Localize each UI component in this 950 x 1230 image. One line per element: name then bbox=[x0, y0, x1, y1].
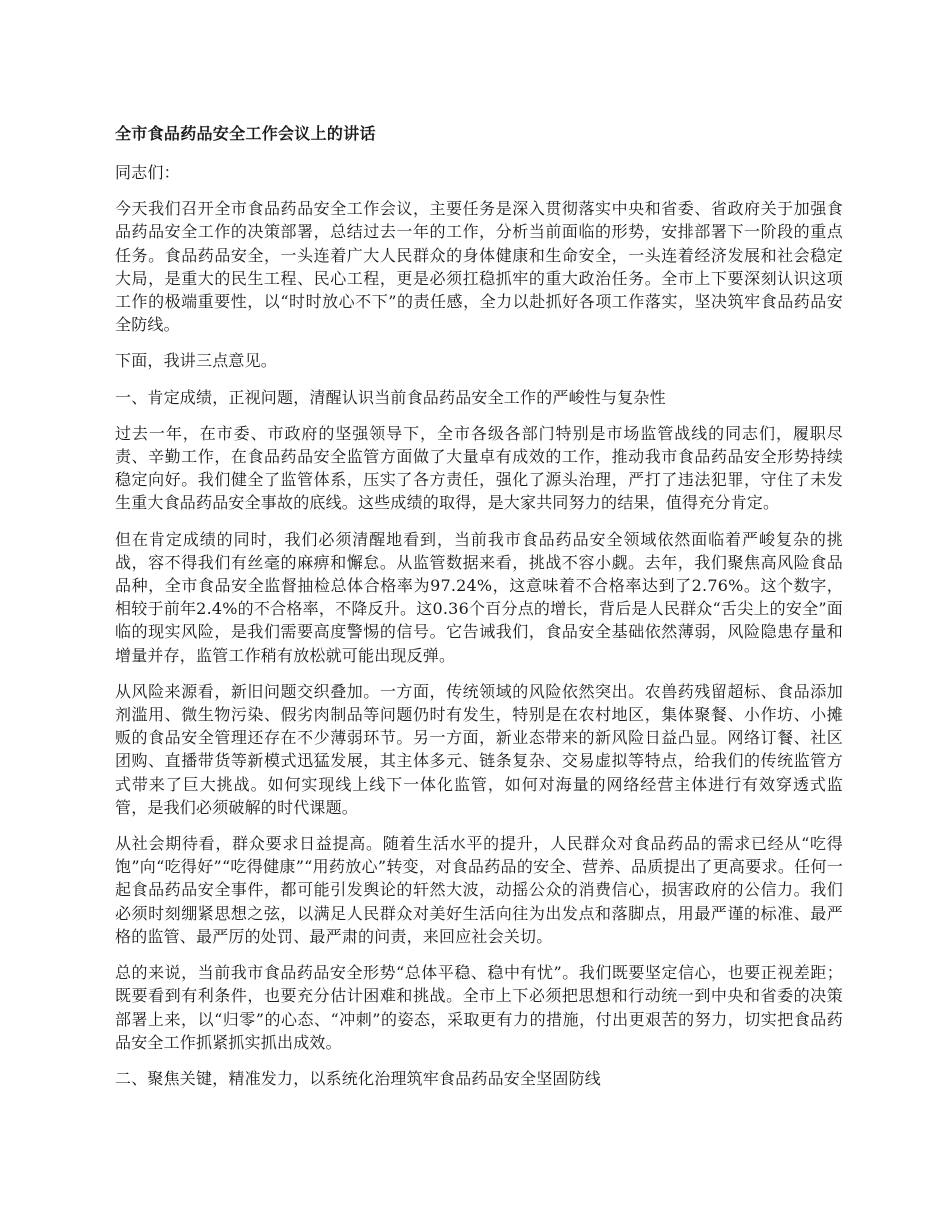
document-title: 全市食品药品安全工作会议上的讲话 bbox=[115, 124, 376, 143]
salutation: 同志们： bbox=[115, 163, 180, 182]
section-heading-2: 二、聚焦关键，精准发力，以系统化治理筑牢食品药品安全坚固防线 bbox=[115, 1068, 602, 1088]
intro-paragraph: 今天我们召开全市食品药品安全工作会议，主要任务是深入贯彻落实中央和省委、省政府关于加强食品药品安全工作的决策部署，总结过去一年的工作，分析当前面临的形势，安排部署下一阶段的重点任务。食品药品安全，一头连着广大人民群众的身体健康和生命安全，一头连着经济发展和社会稳定大局，是重大的民生工程、民心工程，更是必须扛稳抓牢的重大政治任务。全市上下要深刻认识这项工作的极端重要性，以“时时放心不下”的责任感，全力以赴抓好各项工作落实，坚决筑牢食品药品安全防线。 bbox=[115, 199, 843, 335]
body-paragraph: 总的来说，当前我市食品药品安全形势“总体平稳、稳中有忧”。我们既要坚定信心，也要正视差距；既要看到有利条件，也要充分估计困难和挑战。全市上下必须把思想和行动统一到中央和省委的决策部署上来，以“归零”的心态、“冲刺”的姿态，采取更有力的措施，付出更艰苦的努力，切实把食品药品安全工作抓紧抓实抓出成效。 bbox=[115, 963, 843, 1052]
transition-paragraph: 下面，我讲三点意见。 bbox=[115, 351, 278, 371]
body-paragraph: 但在肯定成绩的同时，我们必须清醒地看到，当前我市食品药品安全领域依然面临着严峻复杂的挑战，容不得我们有丝毫的麻痹和懈怠。从监管数据来看，挑战不容小觑。去年，我们聚焦高风险食品品种，全市食品安全监督抽检总体合格率为97.24%，这意味着不合格率达到了2.76%。这个数字，相较于前年2.4%的不合格率，不降反升。这0.36个百分点的增长，背后是人民群众“舌尖上的安全”面临的现实风险，是我们需要高度警惕的信号。它告诫我们，食品安全基础依然薄弱，风险隐患存量和增量并存，监管工作稍有放松就可能出现反弹。 bbox=[115, 529, 843, 665]
section-heading-1: 一、肯定成绩，正视问题，清醒认识当前食品药品安全工作的严峻性与复杂性 bbox=[115, 387, 666, 407]
document-page bbox=[115, 122, 843, 1103]
body-paragraph: 过去一年，在市委、市政府的坚强领导下，全市各级各部门特别是市场监管战线的同志们，履职尽责、辛勤工作，在食品药品安全监管方面做了大量卓有成效的工作，推动我市食品药品安全形势持续稳定向好。我们健全了监管体系，压实了各方责任，强化了源头治理，严打了违法犯罪，守住了未发生重大食品药品安全事故的底线。这些成绩的取得，是大家共同努力的结果，值得充分肯定。 bbox=[115, 423, 843, 513]
body-paragraph: 从风险来源看，新旧问题交织叠加。一方面，传统领域的风险依然突出。农兽药残留超标、食品添加剂滥用、微生物污染、假劣肉制品等问题仍时有发生，特别是在农村地区，集体聚餐、小作坊、小摊贩的食品安全管理还存在不少薄弱环节。另一方面，新业态带来的新风险日益凸显。网络订餐、社区团购、直播带货等新模式迅猛发展，其主体多元、链条复杂、交易虚拟等特点，给我们的传统监管方式带来了巨大挑战。如何实现线上线下一体化监管，如何对海量的网络经营主体进行有效穿透式监管，是我们必须破解的时代课题。 bbox=[115, 681, 843, 817]
body-paragraph: 从社会期待看，群众要求日益提高。随着生活水平的提升，人民群众对食品药品的需求已经从“吃得饱”向“吃得好”“吃得健康”“用药放心”转变，对食品药品的安全、营养、品质提出了更高要求。任何一起食品药品安全事件，都可能引发舆论的轩然大波，动摇公众的消费信心，损害政府的公信力。我们必须时刻绷紧思想之弦，以满足人民群众对美好生活向往为出发点和落脚点，用最严谨的标准、最严格的监管、最严厉的处罚、最严肃的问责，来回应社会关切。 bbox=[115, 834, 843, 946]
